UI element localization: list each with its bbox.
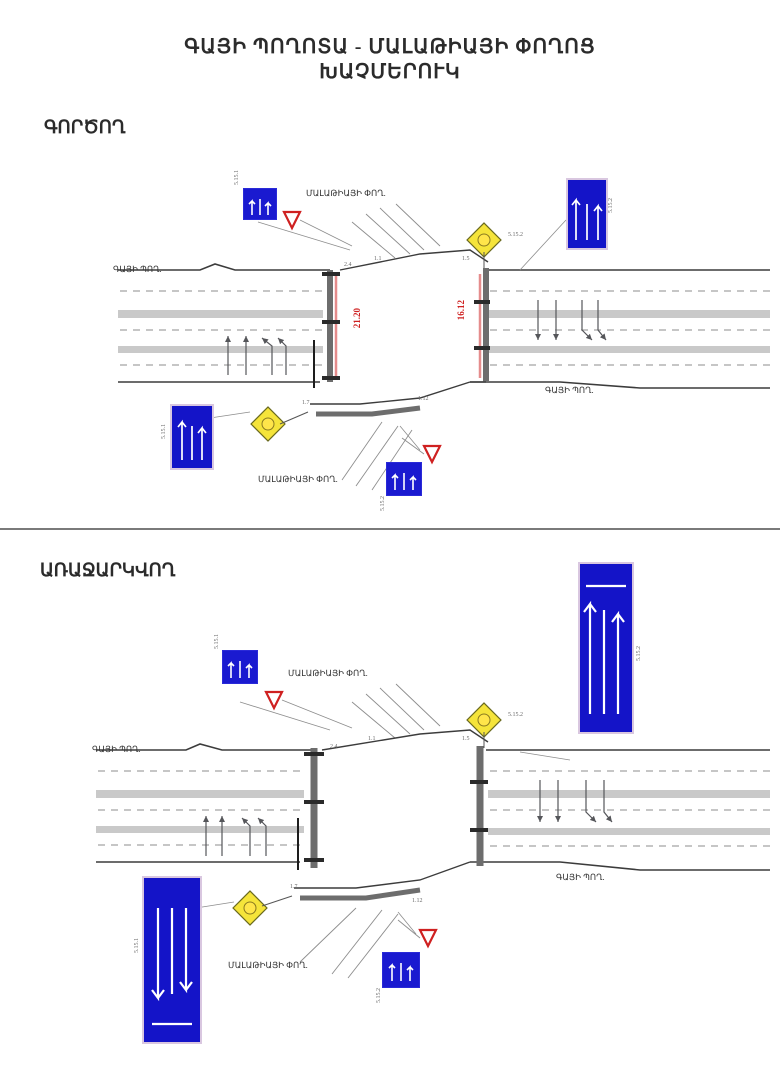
signal-top: [467, 223, 501, 268]
signal-bottom: [233, 891, 292, 925]
section-divider: [0, 528, 780, 530]
lane-direction-icon: [172, 406, 212, 468]
sign-top-left-proposed[interactable]: [222, 650, 258, 684]
sign-bottom-left-existing[interactable]: [170, 404, 214, 470]
street-label-right-bottom-proposed: ԳԱՅԻ ՊՈՂ.: [556, 872, 605, 882]
sign-code-right-large-proposed: 5.15.2: [636, 646, 642, 661]
signal-bottom: [251, 407, 308, 441]
sign-code-bottom-right-proposed: 5.15.2: [376, 988, 382, 1003]
sign-code-top-left-proposed: 5.15.1: [214, 634, 220, 649]
lane-direction-icon: [387, 463, 421, 495]
ref-code-12: 5.15.2: [508, 712, 523, 718]
sign-bottom-right-existing[interactable]: [386, 462, 422, 496]
ref-code-10: 1.7: [290, 884, 298, 890]
sign-code-top-right-existing: 5.15.2: [608, 198, 614, 213]
yield-sign-top: [284, 212, 352, 246]
ref-code-6: 5.15.2: [508, 232, 523, 238]
yield-sign-bottom: [402, 438, 440, 462]
yield-sign-bottom: [398, 920, 436, 946]
street-label-center-bottom-proposed: ՄԱԼԱԹԻԱՅԻ ՓՈՂ.: [228, 960, 308, 970]
street-label-left-top-proposed: ԳԱՅԻ ՊՈՂ.: [92, 744, 141, 754]
dimension-right-existing: 16.12: [456, 300, 466, 321]
signal-top: [467, 703, 501, 748]
ref-code-7: 2.4: [330, 744, 338, 750]
lane-direction-icon: [568, 180, 606, 248]
section-label-proposed: ԱՌԱՋԱՐԿՎՈՂ: [40, 560, 176, 580]
sign-right-large-proposed[interactable]: [578, 562, 634, 734]
sign-code-top-left-existing: 5.15.1: [234, 170, 240, 185]
street-label-center-top-proposed: ՄԱԼԱԹԻԱՅԻ ՓՈՂ.: [288, 668, 368, 678]
street-label-right-bottom-existing: ԳԱՅԻ ՊՈՂ.: [545, 385, 594, 395]
street-label-center-top-existing: ՄԱԼԱԹԻԱՅԻ ՓՈՂ.: [306, 188, 386, 198]
ref-code-3: 1.5: [462, 256, 470, 262]
ref-code-11: 1.12: [412, 898, 423, 904]
ref-code-4: 1.7: [302, 400, 310, 406]
lane-direction-icon: [383, 953, 419, 987]
street-label-left-top-existing: ԳԱՅԻ ՊՈՂ.: [113, 264, 162, 274]
yield-sign-top: [266, 692, 352, 728]
ref-code-1: 2.4: [344, 262, 352, 268]
lane-direction-icon: [144, 878, 200, 1042]
ref-code-9: 1.5: [462, 736, 470, 742]
sign-code-bottom-left-existing: 5.15.1: [161, 424, 167, 439]
lane-direction-icon: [223, 651, 257, 683]
lane-direction-icon: [244, 189, 276, 219]
dimension-left-existing: 21.20: [352, 308, 362, 329]
sign-top-left-existing[interactable]: [243, 188, 277, 220]
title-line-2: ԽԱՉՄԵՐՈՒԿ: [319, 61, 461, 83]
sign-code-bottom-right-existing: 5.15.2: [380, 496, 386, 511]
page-title: [0, 34, 780, 84]
street-label-center-bottom-existing: ՄԱԼԱԹԻԱՅԻ ՓՈՂ.: [258, 474, 338, 484]
title-line-1: ԳԱՅԻ ՊՈՂՈՏԱ - ՄԱԼԱԹԻԱՅԻ ՓՈՂՈՑ: [184, 36, 596, 58]
ref-code-2: 1.1: [374, 256, 382, 262]
section-label-existing: ԳՈՐԾՈՂ: [44, 117, 126, 137]
sign-code-left-large-proposed: 5.15.1: [134, 938, 140, 953]
diagram-proposed: [0, 630, 780, 1070]
lane-direction-icon: [580, 564, 632, 732]
ref-code-5: 1.12: [418, 396, 429, 402]
sign-left-large-proposed[interactable]: [142, 876, 202, 1044]
sign-bottom-right-proposed[interactable]: [382, 952, 420, 988]
sign-top-right-existing[interactable]: [566, 178, 608, 250]
ref-code-8: 1.1: [368, 736, 376, 742]
